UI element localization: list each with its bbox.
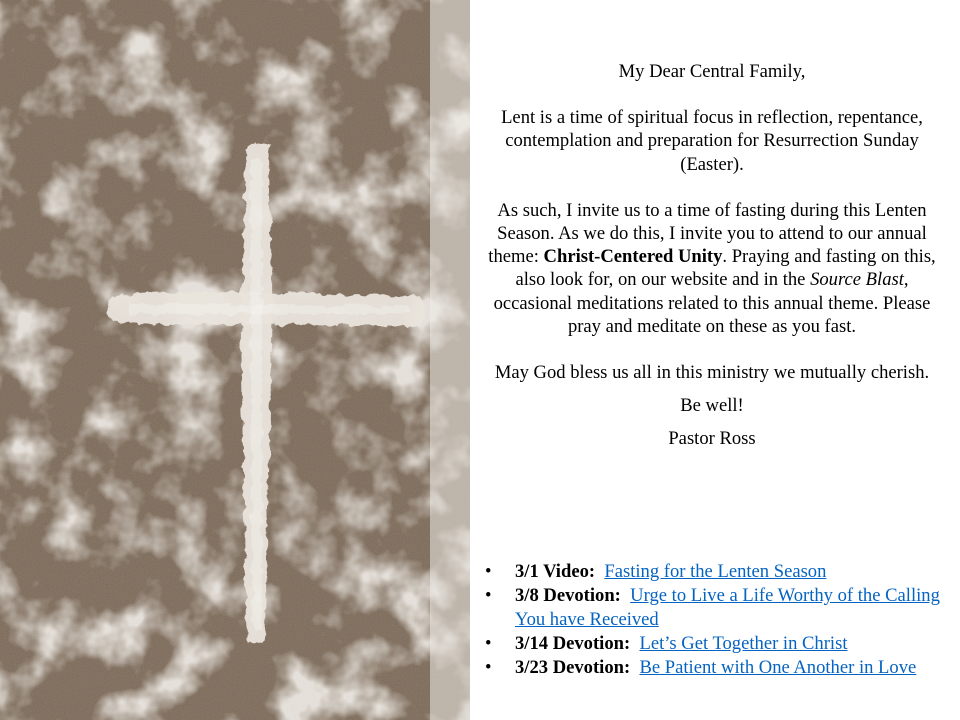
fasting-text-3: , occasional meditations related to this annual theme. Please pray and meditate on these as you fast.: [493, 269, 931, 337]
paper-edge: [430, 0, 470, 720]
ash-highlights: [0, 0, 470, 720]
bullet-icon: •: [485, 561, 492, 582]
link-fasting-lenten-season[interactable]: Fasting for the Lenten Season: [604, 561, 827, 582]
link-label: 3/14 Devotion:: [515, 633, 631, 654]
list-item: [482, 632, 942, 656]
fasting-text-1: As such, I invite us to a time of fasting during this Lenten Season. As we do this, I invite you to attend to our annual theme:: [488, 199, 927, 268]
ash-cross-illustration: [0, 0, 470, 720]
link-live-worthy-calling[interactable]: Urge to Live a Life Worthy of the Calling You have Received: [515, 585, 940, 630]
resource-links-list: [482, 560, 942, 680]
blessing-paragraph: May God bless us all in this ministry we mutually cherish.: [494, 362, 930, 384]
fasting-paragraph: [482, 199, 942, 338]
fasting-text-2: . Praying and fasting on this, also look for, on our website and in the: [515, 246, 936, 291]
list-item: [482, 656, 942, 680]
greeting: My Dear Central Family,: [618, 61, 806, 82]
annual-theme: Christ-Centered Unity: [543, 246, 723, 268]
link-label: 3/1 Video:: [515, 561, 596, 582]
ash-cross-image: [0, 0, 470, 720]
publication-name: Source Blast: [810, 269, 904, 291]
signature: Pastor Ross: [668, 428, 756, 450]
pastor-letter: [482, 60, 942, 451]
link-label: 3/8 Devotion:: [515, 585, 621, 606]
link-label: 3/23 Devotion:: [515, 657, 631, 678]
list-item: [482, 584, 942, 632]
list-item: [482, 560, 942, 584]
closing: Be well!: [680, 395, 744, 417]
lent-paragraph: Lent is a time of spiritual focus in reflection, repentance, contemplation and preparation for Resurrection Sunday (Easter).: [501, 107, 923, 175]
link-together-in-christ[interactable]: Let’s Get Together in Christ: [639, 633, 848, 654]
bullet-icon: •: [485, 585, 492, 606]
bullet-icon: •: [485, 657, 492, 678]
link-patient-one-another[interactable]: Be Patient with One Another in Love: [639, 657, 917, 678]
bullet-icon: •: [485, 633, 492, 654]
